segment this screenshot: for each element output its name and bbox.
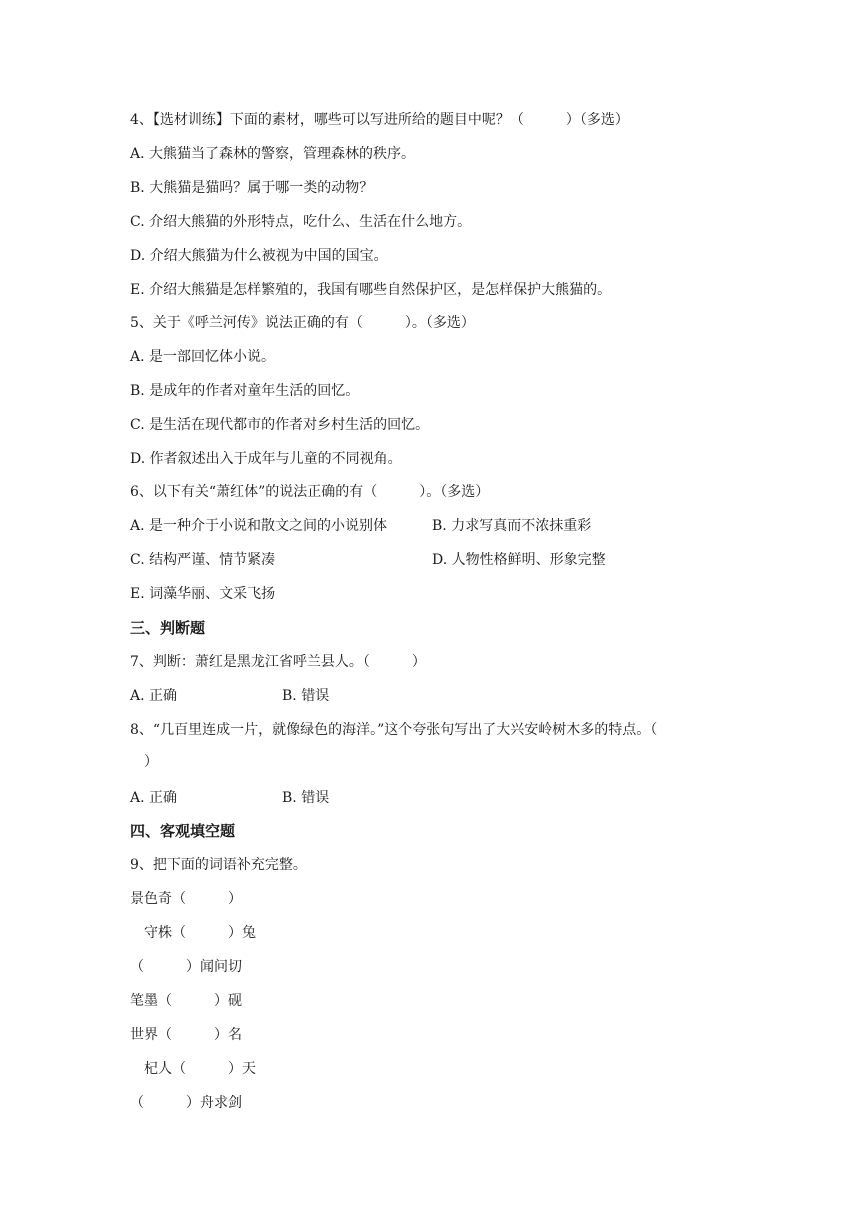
question-5-option-a: A. 是一部回忆体小说。 <box>130 349 276 365</box>
question-7-option-b: B. 错误 <box>282 688 330 704</box>
question-6-option-a: A. 是一种介于小说和散文之间的小说别体 <box>130 518 388 534</box>
question-4-stem: 4、【选材训练】下面的素材，哪些可以写进所给的题目中呢？（ ）（多选） <box>130 112 629 128</box>
question-9-item-2: 守株（ ）兔 <box>130 925 256 941</box>
question-6-option-c: C. 结构严谨、情节紧凑 <box>130 552 276 568</box>
question-7-option-a: A. 正确 <box>130 688 178 704</box>
question-9-item-6: 杞人（ ）天 <box>130 1061 256 1077</box>
question-5-stem: 5、关于《呼兰河传》说法正确的有（ ）。（多选） <box>130 315 475 331</box>
question-7-stem: 7、判断：萧红是黑龙江省呼兰县人。（ ） <box>130 654 426 670</box>
question-5-option-c: C. 是生活在现代都市的作者对乡村生活的回忆。 <box>130 417 430 433</box>
question-9-item-5: 世界（ ）名 <box>130 1027 242 1043</box>
question-6-stem: 6、以下有关“萧红体”的说法正确的有（ ）。（多选） <box>130 484 490 500</box>
question-4-option-c: C. 介绍大熊猫的外形特点，吃什么、生活在什么地方。 <box>130 214 472 230</box>
question-8-option-a: A. 正确 <box>130 790 178 806</box>
question-6-option-d: D. 人物性格鲜明、形象完整 <box>432 552 606 568</box>
question-5-option-d: D. 作者叙述出入于成年与儿童的不同视角。 <box>130 451 402 467</box>
question-9-item-1: 景色奇（ ） <box>130 891 242 907</box>
question-8-option-b: B. 错误 <box>282 790 330 806</box>
question-9-item-7: （ ）舟求剑 <box>130 1095 242 1111</box>
question-4-option-d: D. 介绍大熊猫为什么被视为中国的国宝。 <box>130 248 388 264</box>
question-8-stem-line-2: ） <box>130 754 158 770</box>
question-5-option-b: B. 是成年的作者对童年生活的回忆。 <box>130 383 360 399</box>
question-4-option-a: A. 大熊猫当了森林的警察，管理森林的秩序。 <box>130 146 416 162</box>
question-8-stem-line-1: 8、“几百里连成一片，就像绿色的海洋。”这个夸张句写出了大兴安岭树木多的特点。（ <box>130 722 658 738</box>
question-6-option-b: B. 力求写真而不浓抹重彩 <box>432 518 592 534</box>
section-4-heading: 四、客观填空题 <box>130 822 236 840</box>
question-9-item-3: （ ）闻问切 <box>130 959 242 975</box>
question-4-option-e: E. 介绍大熊猫是怎样繁殖的，我国有哪些自然保护区，是怎样保护大熊猫的。 <box>130 282 612 298</box>
section-3-heading: 三、判断题 <box>130 619 206 637</box>
question-9-item-4: 笔墨（ ）砚 <box>130 993 242 1009</box>
question-9-stem: 9、把下面的词语补充完整。 <box>130 857 307 873</box>
question-6-option-e: E. 词藻华丽、文采飞扬 <box>130 586 276 602</box>
question-4-option-b: B. 大熊猫是猫吗？属于哪一类的动物？ <box>130 180 374 196</box>
